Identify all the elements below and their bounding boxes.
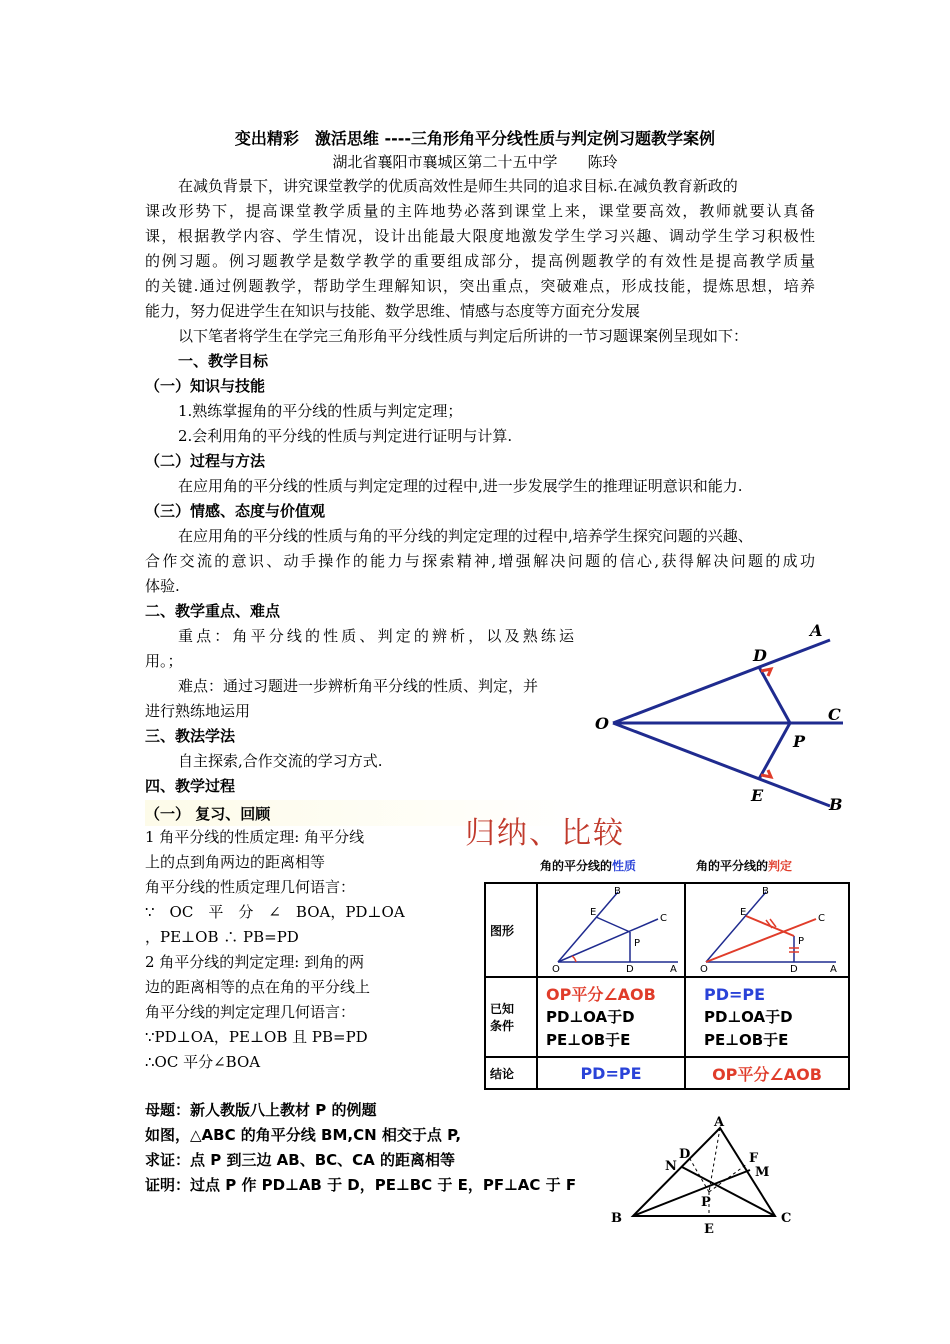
label-a: A	[810, 621, 823, 640]
mother-problem-line: 如图，△ABC 的角平分线 BM,CN 相交于点 P,	[145, 1126, 462, 1144]
label-d: D	[679, 1147, 691, 1162]
label-d: D	[626, 964, 634, 972]
label-o: O	[700, 964, 708, 972]
label-e: E	[704, 1222, 714, 1237]
label-p: P	[634, 938, 641, 949]
review-line: 角平分线的性质定理几何语言：	[145, 878, 356, 896]
judgement-figure	[686, 884, 848, 972]
property-conclusion: PD=PE	[537, 1057, 685, 1089]
method-text: 自主探索,合作交流的学习方式.	[178, 752, 383, 770]
label-d: D	[753, 646, 767, 665]
judgement-conclusion: OP平分∠AOB	[685, 1057, 849, 1089]
condition-line: PD⊥OA于D	[704, 1007, 793, 1026]
label-c: C	[781, 1211, 792, 1226]
property-figure	[538, 884, 684, 972]
review-line: ∵ OC 平 分 ∠ BOA，PD⊥OA	[145, 903, 405, 921]
subsection-heading: （三）情感、态度与价值观	[145, 502, 326, 520]
intro-paragraph-line: 的例习题。例习题教学是数学教学的重要组成部分，提高例题教学的有效性是提高教学质量	[145, 252, 815, 270]
judgement-condition-cell	[685, 977, 849, 1057]
label-n: N	[665, 1159, 677, 1174]
intro-paragraph-line: 以下笔者将学生在学完三角形角平分线性质与判定后所讲的一节习题课案例呈现如下：	[178, 327, 749, 345]
label-b: B	[762, 886, 769, 897]
label-p: P	[798, 936, 805, 947]
row-label-figure: 图形	[485, 883, 537, 977]
condition-line: PE⊥OB于E	[546, 1030, 631, 1049]
mother-problem-line: 求证：点 P 到三边 AB、BC、CA 的距离相等	[145, 1151, 455, 1169]
intro-paragraph-line: 在减负背景下，讲究课堂教学的优质高效性是师生共同的追求目标.在减负教育新政的	[178, 177, 738, 195]
review-line: 角平分线的判定定理几何语言：	[145, 1003, 356, 1021]
label-f: F	[749, 1151, 759, 1166]
label-b: B	[611, 1211, 622, 1226]
label-c: C	[828, 705, 841, 724]
section-heading: 一、教学目标	[178, 352, 269, 370]
label-b: B	[614, 886, 621, 897]
section-heading: 二、教学重点、难点	[145, 602, 281, 620]
review-line: 边的距离相等的点在角的平分线上	[145, 978, 371, 996]
row-label-condition: 已知 条件	[485, 977, 537, 1057]
difficulty-line: 难点：通过习题进一步辨析角平分线的性质、判定，并	[178, 677, 539, 695]
intro-paragraph-line: 课，根据教学内容、学生情况，设计出能最大限度地激发学生学习兴趣、调动学生学习积极性	[145, 227, 815, 245]
subsection-heading: （一）知识与技能	[145, 377, 266, 395]
subsection-heading: （二）过程与方法	[145, 452, 266, 470]
review-line: ∴OC 平分∠BOA	[145, 1053, 261, 1071]
intro-paragraph-line: 的关键.通过例题教学，帮助学生理解知识，突出重点，突破难点，形成技能，提炼思想，培养	[145, 277, 815, 295]
label-c: C	[660, 913, 667, 924]
label-a: A	[714, 1115, 725, 1130]
label-d: D	[790, 964, 798, 972]
triangle-figure	[605, 1112, 805, 1237]
section-heading: 四、教学过程	[145, 777, 236, 795]
label-o: O	[552, 964, 560, 972]
label-c: C	[818, 913, 825, 924]
label-a: A	[670, 964, 677, 972]
label-e: E	[751, 786, 764, 805]
review-heading: （一） 复习、回顾	[145, 805, 271, 823]
mother-problem-line: 母题：新人教版八上教材 P 的例题	[145, 1101, 377, 1119]
attitude-text-line: 体验.	[145, 577, 180, 595]
label-o: O	[595, 714, 609, 733]
author-line: 湖北省襄阳市襄城区第二十五中学 陈玲	[332, 153, 618, 171]
compare-col2-header: 角的平分线的判定	[696, 859, 793, 873]
review-line: ，PE⊥OB ∴ PB=PD	[145, 928, 299, 946]
property-condition-cell	[537, 977, 685, 1057]
compare-col1-header: 角的平分线的性质	[540, 859, 637, 873]
label-e: E	[740, 907, 747, 918]
label-b: B	[829, 795, 843, 810]
key-point-line: 重点：角平分线的性质、判定的辨析，以及熟练运	[178, 627, 574, 645]
difficulty-line: 进行熟练地运用	[145, 702, 251, 720]
key-point-line: 用。；	[145, 652, 183, 670]
document-title: 变出精彩 激活思维 ----三角形角平分线性质与判定例习题教学案例	[234, 129, 716, 148]
row-label-conclusion: 结论	[485, 1057, 537, 1089]
objective-item: 1.熟练掌握角的平分线的性质与判定定理；	[178, 402, 463, 420]
label-p: P	[793, 732, 806, 751]
review-line: 1 角平分线的性质定理: 角平分线	[145, 828, 365, 846]
label-p: P	[701, 1195, 711, 1210]
review-line: 2 角平分线的判定定理: 到角的两	[145, 953, 365, 971]
process-text: 在应用角的平分线的性质与判定定理的过程中,进一步发展学生的推理证明意识和能力.	[178, 477, 743, 495]
condition-line: PD=PE	[704, 984, 766, 1004]
angle-bisector-figure	[585, 618, 850, 810]
property-figure-cell	[537, 883, 685, 977]
attitude-text-line: 在应用角的平分线的性质与角的平分线的判定定理的过程中,培养学生探究问题的兴趣、	[178, 527, 753, 545]
label-e: E	[590, 907, 597, 918]
mother-problem-line: 证明：过点 P 作 PD⊥AB 于 D，PE⊥BC 于 E，PF⊥AC 于 F	[145, 1176, 577, 1194]
condition-line: OP平分∠AOB	[546, 984, 656, 1004]
condition-line: PE⊥OB于E	[704, 1030, 789, 1049]
objective-item: 2.会利用角的平分线的性质与判定进行证明与计算.	[178, 427, 513, 445]
section-heading: 三、教法学法	[145, 727, 236, 745]
compare-title: 归纳、比较	[465, 816, 625, 851]
review-line: ∵PD⊥OA，PE⊥OB 且 PB=PD	[145, 1028, 368, 1046]
intro-paragraph-line: 能力，努力促进学生在知识与技能、数学思维、情感与态度等方面充分发展	[145, 302, 641, 320]
condition-line: PD⊥OA于D	[546, 1007, 635, 1026]
judgement-figure-cell	[685, 883, 849, 977]
review-line: 上的点到角两边的距离相等	[145, 853, 326, 871]
attitude-text-line: 合作交流的意识、动手操作的能力与探索精神,增强解决问题的信心,获得解决问题的成功	[145, 552, 815, 570]
intro-paragraph-line: 课改形势下，提高课堂教学质量的主阵地势必落到课堂上来，课堂要高效，教师就要认真备	[145, 202, 815, 220]
label-a: A	[830, 964, 837, 972]
compare-table	[484, 882, 850, 1090]
label-m: M	[755, 1165, 770, 1180]
